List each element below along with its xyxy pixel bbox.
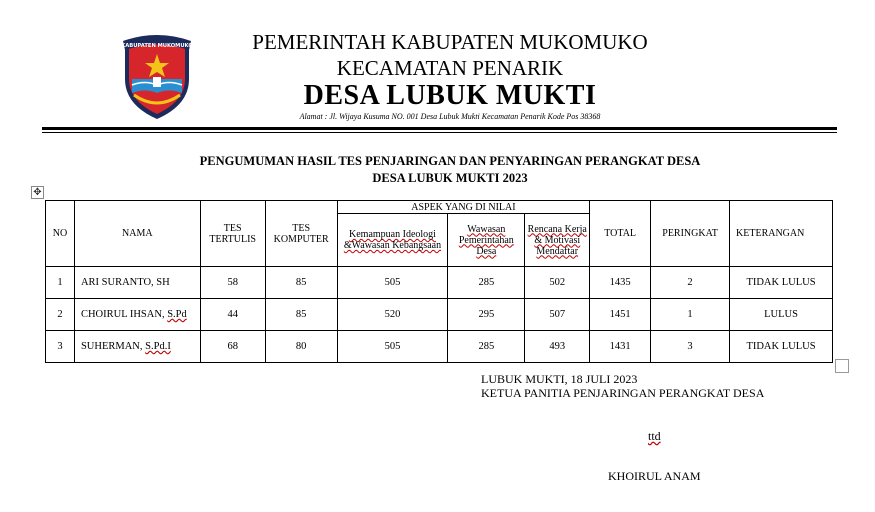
header-aspek-pemerintahan-label: Wawasan Pemerintahan Desa xyxy=(458,223,514,257)
cell-peringkat: 1 xyxy=(651,299,730,331)
table-row xyxy=(46,299,833,331)
cell-tertulis: 44 xyxy=(200,299,265,331)
cell-aspek1: 505 xyxy=(337,331,448,363)
header-keterangan: KETERANGAN xyxy=(730,201,833,267)
signature-place-date: LUBUK MUKTI, 18 JULI 2023 xyxy=(481,372,638,386)
header-peringkat: PERINGKAT xyxy=(651,201,730,267)
cell-no: 1 xyxy=(46,267,75,299)
cell-nama: ARI SURANTO, SH xyxy=(74,267,200,299)
cell-no: 2 xyxy=(46,299,75,331)
table-row xyxy=(46,331,833,363)
header-total: TOTAL xyxy=(590,201,651,267)
cell-keterangan: TIDAK LULUS xyxy=(730,331,833,363)
table-resize-handle-icon[interactable] xyxy=(835,359,849,373)
header-tes-komputer: TES KOMPUTER xyxy=(265,201,337,267)
header-tes-tertulis: TES TERTULIS xyxy=(200,201,265,267)
signature-role: KETUA PANITIA PENJARINGAN PERANGKAT DESA xyxy=(481,386,765,400)
mukomuko-regency-logo xyxy=(119,33,195,121)
cell-peringkat: 2 xyxy=(651,267,730,299)
header-aspek-motivasi: Rencana Kerja & Motivasi Mendaftar xyxy=(525,214,590,267)
cell-aspek3: 502 xyxy=(525,267,590,299)
table-move-icon[interactable]: ✥ xyxy=(31,186,44,199)
cell-no: 3 xyxy=(46,331,75,363)
table-row xyxy=(46,267,833,299)
cell-aspek2: 285 xyxy=(448,331,525,363)
letterhead-rule-thin xyxy=(42,132,837,133)
cell-komputer: 85 xyxy=(265,267,337,299)
cell-nama: CHOIRUL IHSAN, S.Pd xyxy=(74,299,200,331)
cell-tertulis: 58 xyxy=(200,267,265,299)
cell-komputer: 85 xyxy=(265,299,337,331)
cell-total: 1431 xyxy=(590,331,651,363)
cell-total: 1435 xyxy=(590,267,651,299)
announcement-title: PENGUMUMAN HASIL TES PENJARINGAN DAN PENYARINGAN PERANGKAT DESA xyxy=(199,154,701,168)
cell-aspek2: 295 xyxy=(448,299,525,331)
cell-nama: SUHERMAN, S.Pd.I xyxy=(74,331,200,363)
announcement-subtitle: DESA LUBUK MUKTI 2023 xyxy=(372,171,528,185)
header-no: NO xyxy=(46,201,75,267)
cell-aspek3: 507 xyxy=(525,299,590,331)
header-aspek-group: ASPEK YANG DI NILAI xyxy=(337,201,590,214)
results-table xyxy=(45,200,833,363)
cell-keterangan: LULUS xyxy=(730,299,833,331)
district-heading: KECAMATAN PENARIK xyxy=(336,56,564,80)
signature-name: KHOIRUL ANAM xyxy=(608,469,701,483)
regency-heading: PEMERINTAH KABUPATEN MUKOMUKO xyxy=(252,30,648,54)
cell-aspek1: 520 xyxy=(337,299,448,331)
cell-keterangan: TIDAK LULUS xyxy=(730,267,833,299)
cell-aspek2: 285 xyxy=(448,267,525,299)
cell-tertulis: 68 xyxy=(200,331,265,363)
header-aspek-ideologi: Kemampuan Ideologi &Wawasan Kebangsaan xyxy=(337,214,448,267)
cell-total: 1451 xyxy=(590,299,651,331)
cell-peringkat: 3 xyxy=(651,331,730,363)
cell-aspek1: 505 xyxy=(337,267,448,299)
header-aspek-pemerintahan xyxy=(448,214,525,267)
svg-text:KABUPATEN MUKOMUKO: KABUPATEN MUKOMUKO xyxy=(121,43,193,49)
letterhead-rule-thick xyxy=(42,127,837,130)
cell-aspek3: 493 xyxy=(525,331,590,363)
village-heading: DESA LUBUK MUKTI xyxy=(303,80,597,111)
signature-ttd: ttd xyxy=(648,429,661,443)
cell-komputer: 80 xyxy=(265,331,337,363)
address-line: Alamat : Jl. Wijaya Kusuma NO. 001 Desa Lubuk Mukti Kecamatan Penarik Kode Pos 38368 xyxy=(299,112,601,121)
header-nama: NAMA xyxy=(74,201,200,267)
